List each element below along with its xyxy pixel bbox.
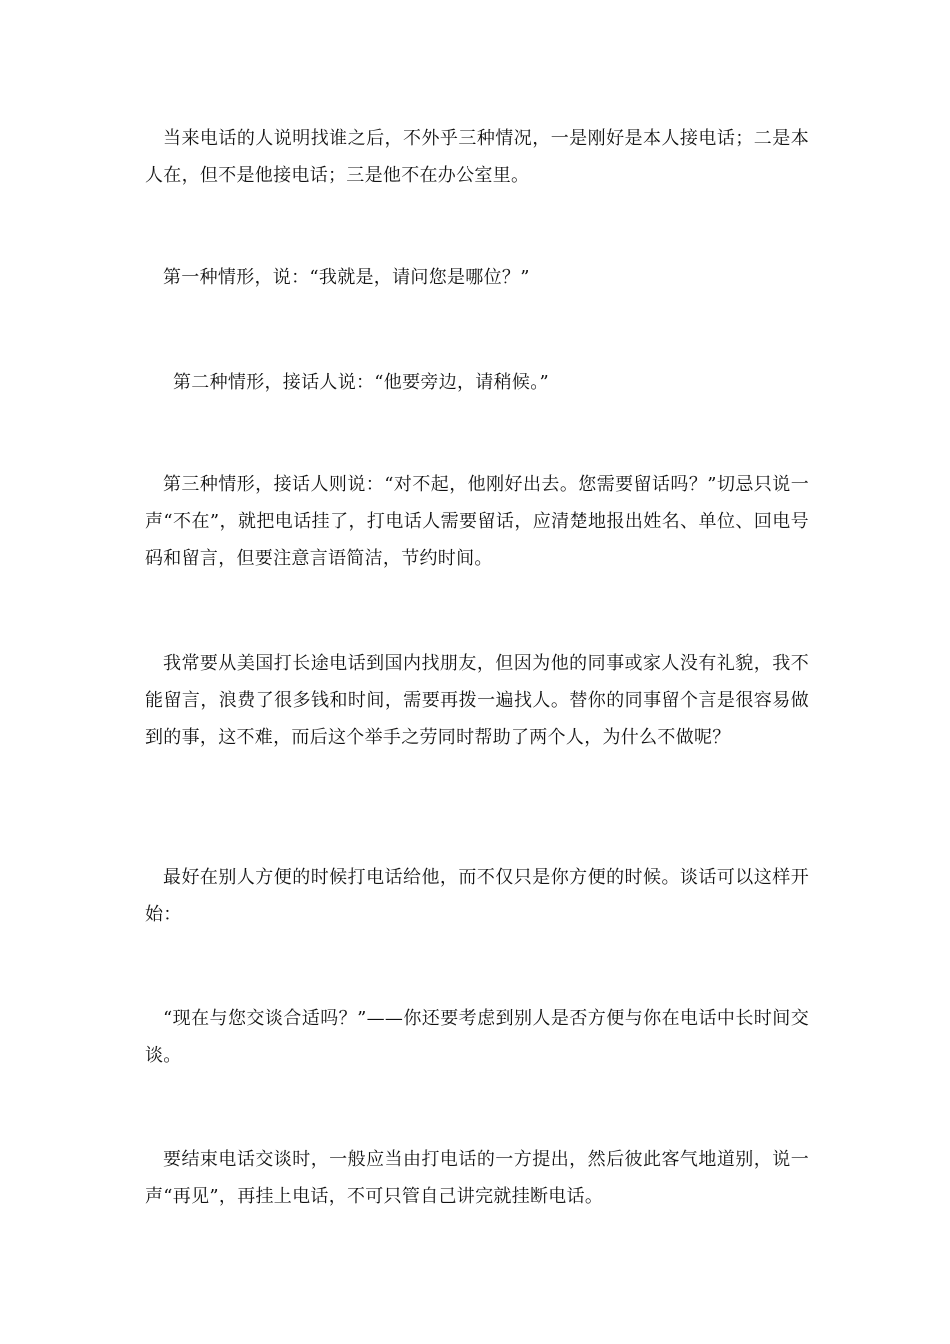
paragraph-convenient-time: 最好在别人方便的时候打电话给他，而不仅只是你方便的时候。谈话可以这样开始： [145, 867, 809, 925]
paragraph-personal-example: 我常要从美国打长途电话到国内找朋友，但因为他的同事或家人没有礼貌，我不能留言，浪费了很多钱和时间，需要再拨一遍找人。替你的同事留个言是很容易做到的事，这不难，而后这个举手之劳同时帮助了两个人，为什么不做呢？ [145, 653, 809, 748]
paragraph-third-situation: 第三种情形，接话人则说：“对不起，他刚好出去。您需要留话吗？”切忌只说一声“不在”，就把电话挂了，打电话人需要留话，应清楚地报出姓名、单位、回电号码和留言，但要注意言语简洁，节约时间。 [145, 474, 809, 569]
paragraph-opening-question: “现在与您交谈合适吗？”——你还要考虑到别人是否方便与你在电话中长时间交谈。 [145, 1008, 809, 1066]
paragraph-ending-call: 要结束电话交谈时，一般应当由打电话的一方提出，然后彼此客气地道别，说一声“再见”，再挂上电话，不可只管自己讲完就挂断电话。 [145, 1149, 809, 1207]
paragraph-three-situations: 当来电话的人说明找谁之后，不外乎三种情况，一是刚好是本人接电话；二是本人在，但不是他接电话；三是他不在办公室里。 [145, 128, 809, 186]
paragraph-second-situation: 第二种情形，接话人说：“他要旁边，请稍候。” [173, 372, 550, 393]
paragraph-first-situation: 第一种情形，说：“我就是，请问您是哪位？” [163, 267, 530, 288]
